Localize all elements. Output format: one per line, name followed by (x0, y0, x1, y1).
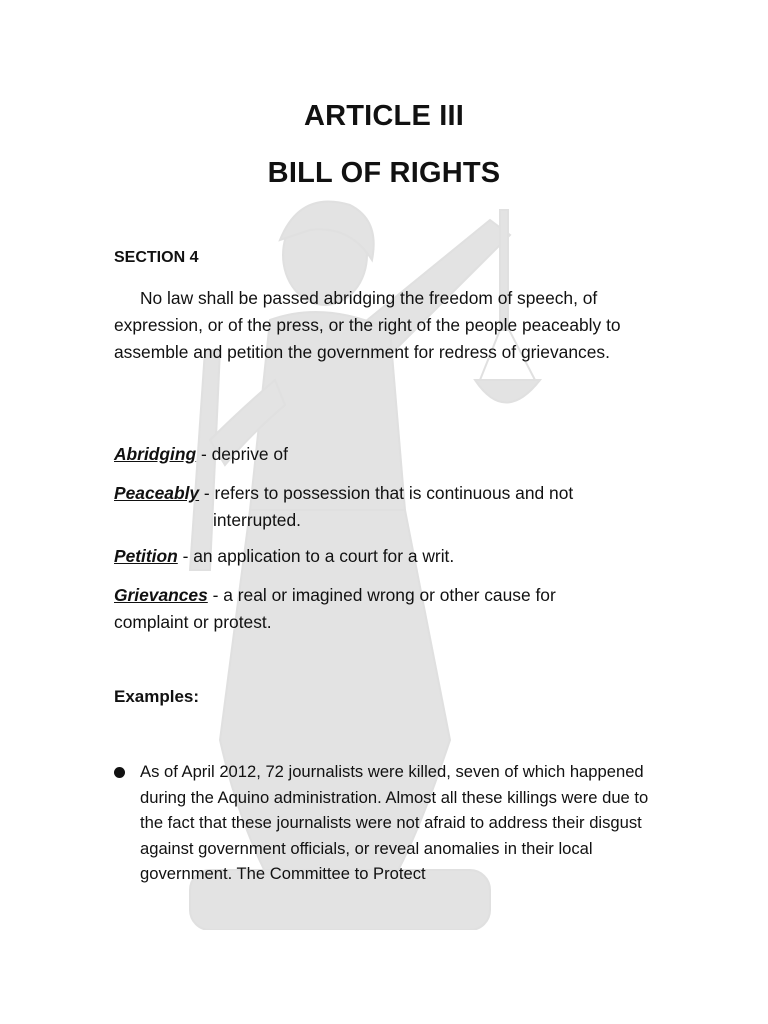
definition-continuation: interrupted. (213, 510, 301, 530)
section-paragraph-text: No law shall be passed abridging the freedom of speech, of expression, or of the press, or the right of the people peaceably to assemble and petition the government for redress of grievances. (114, 288, 621, 362)
article-title: ARTICLE III (303, 100, 465, 132)
examples-heading: Examples: (114, 687, 200, 706)
example-text: As of April 2012, 72 journalists were killed, seven of which happened during the Aquino administration. Almost all these killings were due to the fact that these journalists were not afraid to address their disgust against government officials, or reveal anomalies in their local government. The Committee to Protect (140, 762, 649, 883)
section-paragraph (114, 285, 654, 366)
definition-peaceably (114, 480, 634, 534)
definition-term: Peaceably (114, 483, 200, 503)
definition-grievances (114, 582, 634, 636)
definition-abridging (114, 441, 634, 468)
definition-term: Petition (114, 546, 178, 566)
definition-text: - an application to a court for a writ. (177, 546, 455, 566)
section-heading: SECTION 4 (114, 249, 199, 266)
article-subtitle: BILL OF RIGHTS (267, 157, 501, 189)
definition-term: Abridging (114, 444, 197, 464)
definition-text: - refers to possession that is continuous and not (199, 483, 574, 503)
definition-term: Grievances (114, 585, 208, 605)
bullet-icon (114, 767, 125, 778)
definition-text: - deprive of (196, 444, 288, 464)
definition-petition (114, 543, 634, 570)
definition-text: - a real or imagined wrong or other cause for complaint or protest. (114, 585, 556, 632)
